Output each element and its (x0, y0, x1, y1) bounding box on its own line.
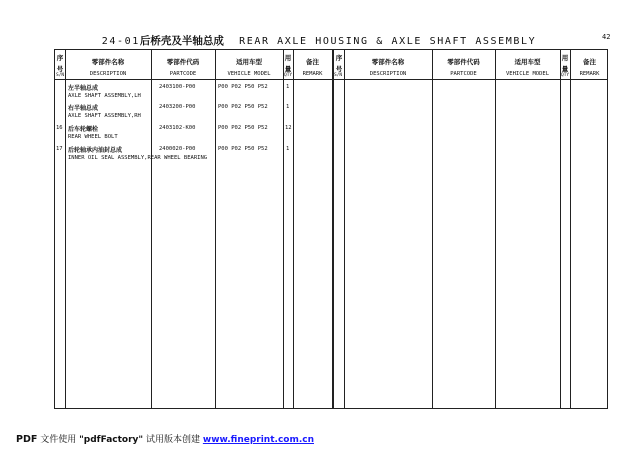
page-title (0, 33, 638, 48)
header-qty-en-right: QTY (561, 73, 570, 78)
header-remark-right: 备注 REMARK (579, 58, 600, 77)
row-name-zh: 后轮轴承内油封总成 (68, 147, 123, 154)
row-name-zh: 左半轴总成 (68, 85, 99, 92)
footer-text1: 文件使用 (40, 435, 77, 445)
row-name-zh: 右半轴总成 (68, 105, 99, 112)
row-sn: 17 (56, 146, 63, 152)
header-description: 零部件名称 DESCRIPTION (89, 58, 127, 77)
row-partcode: 2403200-P00 (159, 104, 196, 110)
row-partcode: 2400020-P00 (159, 146, 196, 152)
row-name-en: REAR WHEEL BOLT (68, 134, 118, 140)
row-qty: 1 (286, 104, 290, 110)
header-qty-right: 用 量 (561, 54, 569, 73)
header-seq: 序 号 (56, 54, 64, 73)
footer-pdf: PDF (16, 434, 38, 445)
pdf-footer (16, 432, 314, 445)
header-seq-right: 序 号 (335, 54, 343, 73)
header-description-right: 零部件名称 DESCRIPTION (369, 58, 407, 77)
row-vehicle-model: P00 P02 P50 P52 (218, 146, 268, 152)
title-en: REAR AXLE HOUSING & AXLE SHAFT ASSEMBLY (239, 36, 537, 47)
footer-text2: 试用版本创建 (145, 435, 200, 445)
row-name-en: AXLE SHAFT ASSEMBLY,LH (68, 93, 141, 99)
header-seq-en-right: S/N (334, 73, 343, 78)
row-sn: 16 (56, 125, 63, 131)
row-vehicle-model: P00 P02 P50 P52 (218, 125, 268, 131)
row-vehicle-model: P00 P02 P50 P52 (218, 84, 268, 90)
header-seq-en: S/N (56, 73, 65, 78)
section-code: 24-01 (101, 36, 140, 47)
row-qty: 1 (286, 84, 290, 90)
footer-brand: "pdfFactory" (79, 435, 144, 445)
row-qty: 12 (285, 125, 292, 131)
row-partcode: 2403102-K00 (159, 125, 196, 131)
footer-link[interactable]: www.fineprint.com.cn (202, 435, 314, 445)
row-name-en: AXLE SHAFT ASSEMBLY,RH (68, 113, 141, 119)
header-qty: 用 量 (284, 54, 292, 73)
header-qty-en: QTY (284, 73, 293, 78)
row-name-en: INNER OIL SEAL ASSEMBLY,REAR WHEEL BEARING (68, 155, 208, 161)
header-vehicle-model-right: 适用车型 VEHICLE MODEL (505, 58, 550, 77)
header-partcode: 零部件代码 PARTCODE (166, 58, 200, 77)
row-qty: 1 (286, 146, 290, 152)
row-vehicle-model: P00 P02 P50 P52 (218, 104, 268, 110)
title-zh: 后桥壳及半轴总成 (139, 35, 224, 47)
parts-table (54, 49, 608, 409)
header-remark: 备注 REMARK (302, 58, 323, 77)
header-vehicle-model: 适用车型 VEHICLE MODEL (227, 58, 271, 77)
header-partcode-right: 零部件代码 PARTCODE (447, 58, 480, 77)
row-name-zh: 后车轮螺栓 (68, 126, 99, 133)
row-partcode: 2403100-P00 (159, 84, 196, 90)
page-number: 42 (602, 33, 611, 41)
